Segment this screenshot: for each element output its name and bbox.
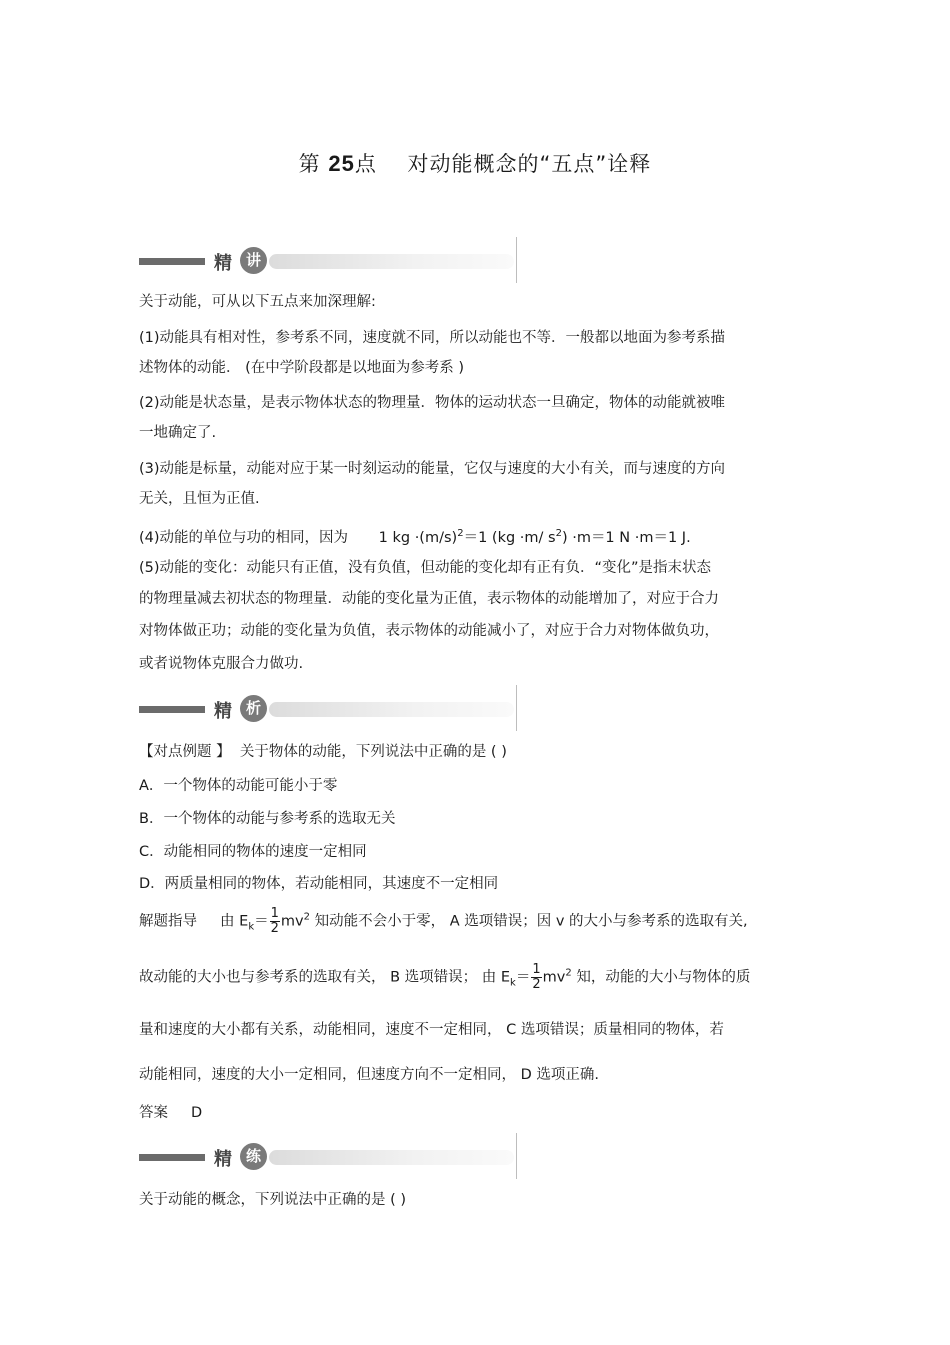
section-divider	[516, 237, 517, 283]
ek-subscript: k	[248, 921, 255, 933]
equals-sign: ＝	[254, 913, 269, 930]
page-title	[0, 148, 950, 178]
section-bar	[139, 1154, 205, 1161]
option-c: C．动能相同的物体的速度一定相同	[139, 844, 367, 860]
section-badge: 析	[240, 695, 267, 722]
example-tag: 【对点例题 】	[139, 744, 231, 760]
fraction-numerator: 1	[270, 906, 279, 921]
section-fade	[269, 1150, 514, 1165]
answer-label: 答案	[139, 1105, 168, 1121]
guide-line-3: 量和速度的大小都有关系，动能相同，速度不一定相同， C 选项错误；质量相同的物体，若	[139, 1022, 724, 1038]
guide-text: 知动能不会小于零， A 选项错误；因 v 的大小与参考系的选取有关,	[314, 913, 748, 930]
section-header-jingjiang	[139, 237, 517, 283]
fraction-denominator: 2	[270, 921, 279, 936]
explain-p3a: (3)动能是标量，动能对应于某一时刻运动的能量，它仅与速度的大小有关，而与速度的方向	[139, 461, 726, 477]
p4-text: (4)动能的单位与功的相同，因为	[139, 529, 349, 546]
guide-line-1	[139, 907, 748, 937]
section-header-jinglian	[139, 1133, 517, 1179]
p4-formula-end: ) ·m＝1 N ·m＝1 J.	[561, 529, 691, 546]
option-b: B．一个物体的动能与参考系的选取无关	[139, 811, 396, 827]
mv-text: mv	[542, 969, 566, 986]
practice-question: 关于动能的概念，下列说法中正确的是 ( )	[139, 1192, 407, 1208]
section-fade	[269, 254, 514, 269]
fraction-denominator: 2	[532, 977, 541, 992]
explain-p5b: 的物理量减去初状态的物理量．动能的变化量为正值，表示物体的动能增加了，对应于合力	[139, 591, 719, 607]
section-fade	[269, 702, 514, 717]
section-badge: 讲	[240, 247, 267, 274]
explain-p4	[139, 524, 691, 548]
p4-formula: 1 kg ·(m/s)	[378, 529, 458, 546]
option-d: D．两质量相同的物体，若动能相同，其速度不一定相同	[139, 876, 499, 892]
title-prefix: 第	[298, 152, 321, 176]
p4-sup: 2	[555, 528, 562, 539]
example-question	[139, 742, 507, 762]
answer-line	[139, 1103, 202, 1123]
fraction-half	[270, 907, 280, 936]
section-divider	[516, 685, 517, 731]
title-suffix: 点	[354, 152, 377, 176]
fraction-half	[531, 963, 541, 992]
guide-text: 故动能的大小也与参考系的选取有关， B 选项错误； 由 E	[139, 969, 511, 986]
section-bar	[139, 258, 205, 265]
answer-value: D	[191, 1105, 203, 1121]
p4-formula-mid: ＝1 (kg ·m/ s	[463, 529, 556, 546]
explain-p1a: (1)动能具有相对性，参考系不同，速度就不同，所以动能也不等．一般都以地面为参考系描	[139, 330, 726, 346]
section-label: 精	[214, 1149, 232, 1170]
explain-p5a: (5)动能的变化：动能只有正值，没有负值，但动能的变化却有正有负．“变化”是指末状态	[139, 560, 712, 576]
title-text: 对动能概念的“五点”诠释	[407, 152, 652, 176]
equals-sign: ＝	[515, 969, 531, 986]
p4-sup: 2	[457, 528, 464, 539]
explain-p2a: (2)动能是状态量，是表示物体状态的物理量．物体的运动状态一旦确定，物体的动能就被唯	[139, 395, 726, 411]
explain-intro: 关于动能，可从以下五点来加深理解:	[139, 294, 376, 310]
explain-p5c: 对物体做正功；动能的变化量为负值，表示物体的动能减小了，对应于合力对物体做负功，	[139, 623, 719, 639]
option-a: A．一个物体的动能可能小于零	[139, 778, 338, 794]
section-label: 精	[214, 253, 232, 274]
ek-subscript: k	[510, 977, 516, 989]
explain-p5d: 或者说物体克服合力做功.	[139, 656, 304, 672]
example-question-text: 关于物体的动能，下列说法中正确的是 ( )	[239, 744, 507, 760]
section-divider	[516, 1133, 517, 1179]
title-number: 25	[328, 151, 355, 176]
guide-label: 解题指导	[139, 913, 197, 930]
fraction-numerator: 1	[532, 962, 541, 977]
guide-text: 由 E	[220, 913, 249, 930]
guide-line-2	[139, 963, 750, 993]
explain-p3b: 无关，且恒为正值.	[139, 491, 260, 507]
section-bar	[139, 706, 205, 713]
section-badge: 练	[240, 1143, 267, 1170]
mv-text: mv	[280, 913, 304, 930]
guide-line-4: 动能相同，速度的大小一定相同，但速度方向不一定相同， D 选项正确.	[139, 1067, 599, 1083]
mv-sup: 2	[565, 967, 572, 979]
explain-p1b: 述物体的动能． (在中学阶段都是以地面为参考系 )	[139, 360, 465, 376]
mv-sup: 2	[303, 911, 310, 923]
section-label: 精	[214, 701, 232, 722]
explain-p2b: 一地确定了.	[139, 425, 217, 441]
guide-text: 知，动能的大小与物体的质	[576, 969, 751, 986]
section-header-jingxi	[139, 685, 517, 731]
